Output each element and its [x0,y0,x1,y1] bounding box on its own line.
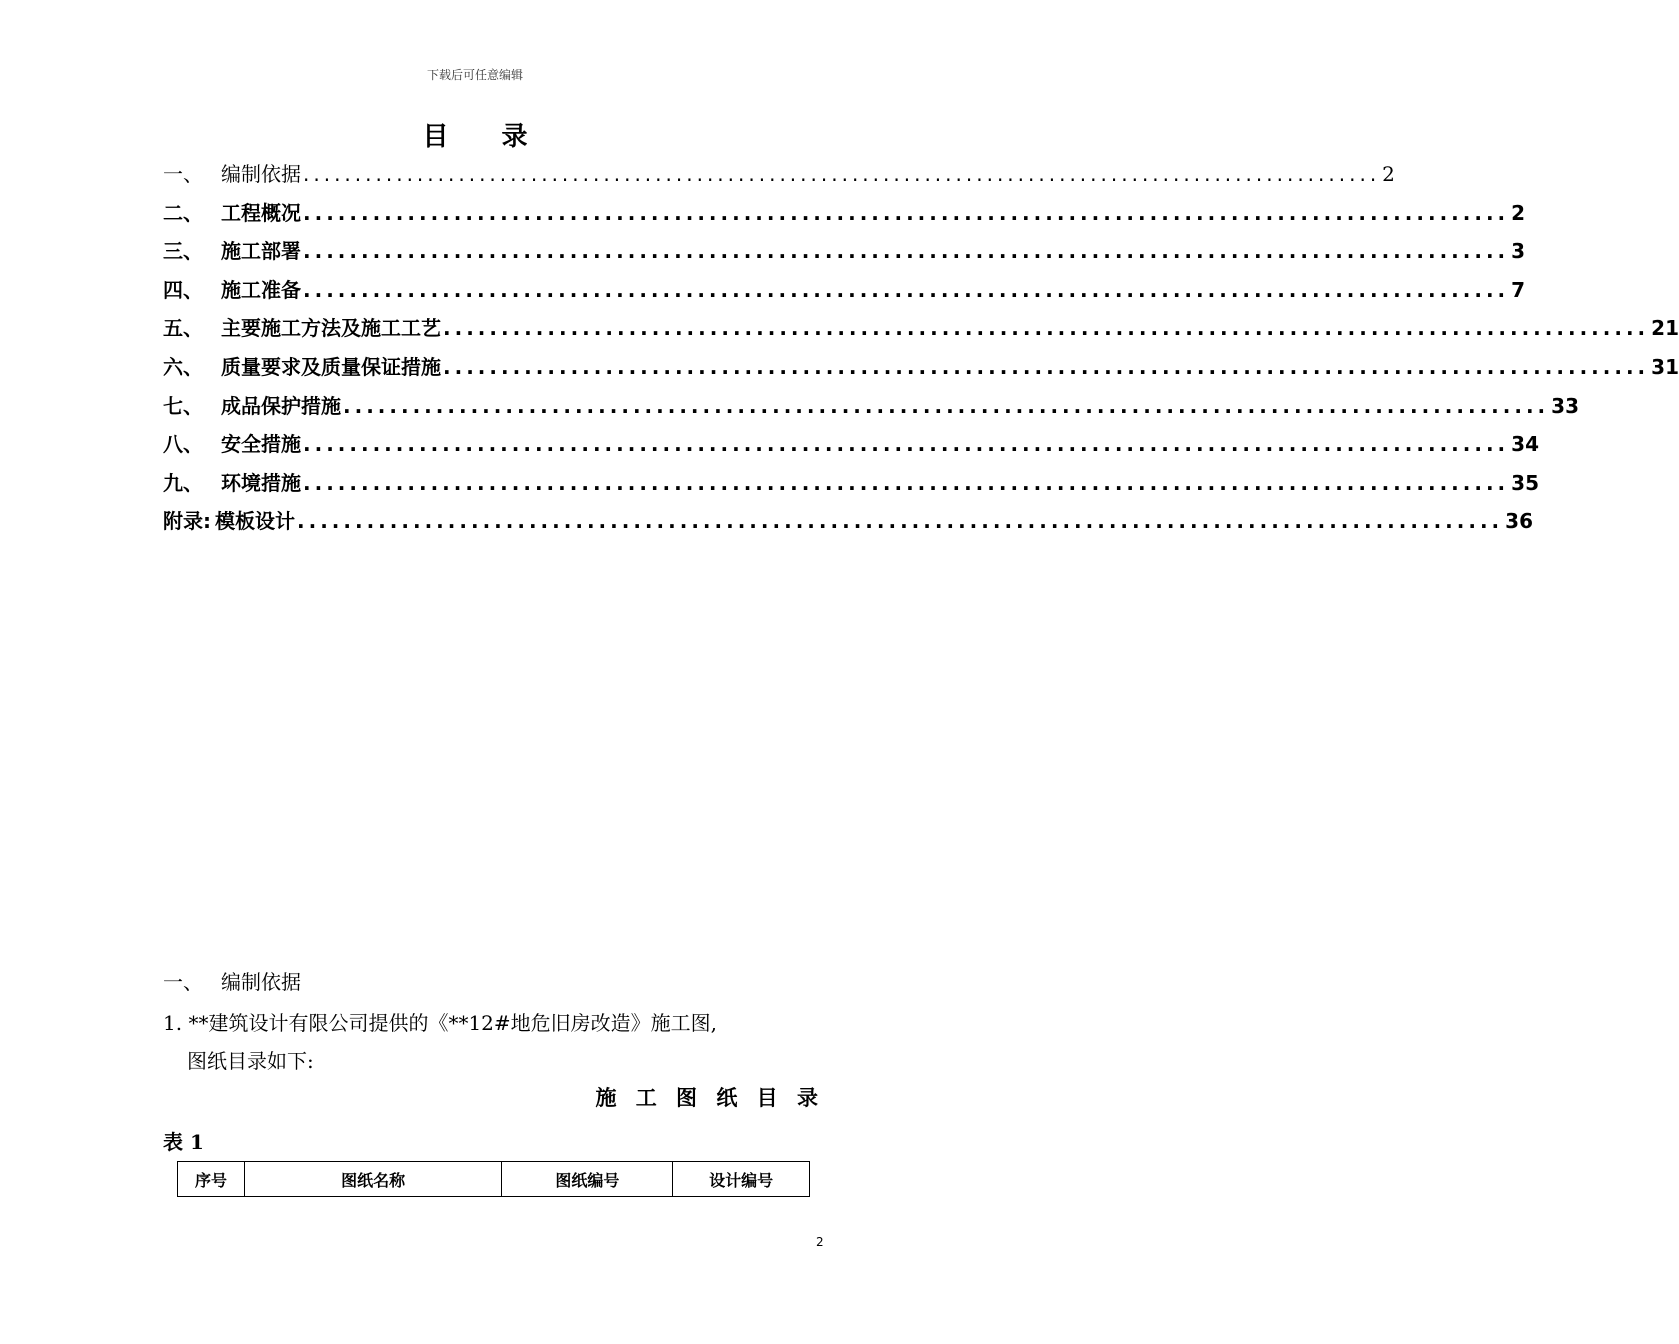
toc-entry-page: 2 [1511,200,1526,225]
table-of-contents [163,158,1679,544]
toc-entry[interactable] [163,428,1539,467]
toc-entry-number: 六、 [163,354,203,379]
toc-entry[interactable] [163,197,1526,236]
toc-leader-dots: ........................................................................................................ [303,277,1510,302]
toc-entry[interactable] [163,351,1679,390]
column-header-design-number: 设计编号 [673,1162,810,1197]
column-header-index: 序号 [178,1162,245,1197]
toc-entry-number: 二、 [163,200,203,225]
toc-entry-page: 3 [1511,239,1526,264]
toc-leader-dots: ........................................................................................................ [303,239,1510,264]
toc-entry-number: 一、 [163,162,203,186]
toc-entry[interactable] [163,312,1679,351]
section-paragraph [163,1004,833,1080]
toc-entry-label: 施工部署 [221,239,301,264]
paragraph-line: 图纸目录如下: [187,1049,314,1073]
section-title: 编制依据 [221,970,301,994]
toc-leader-dots: ........................................................................................................ [443,354,1650,379]
section-heading [163,966,301,995]
toc-entry-label: 模板设计 [215,509,295,534]
toc-entry-label: 编制依据 [221,162,301,186]
drawing-list-table [177,1161,810,1197]
toc-title: 目 录 [422,122,550,152]
column-header-drawing-number: 图纸编号 [502,1162,673,1197]
toc-entry-number: 四、 [163,277,203,302]
toc-entry[interactable] [163,505,1533,544]
toc-entry-page: 21 [1651,316,1679,341]
column-header-drawing-name: 图纸名称 [244,1162,502,1197]
toc-entry-page: 7 [1511,277,1526,302]
toc-entry-number: 九、 [163,470,203,495]
toc-entry-label: 主要施工方法及施工工艺 [221,316,441,341]
toc-entry[interactable] [163,158,1395,197]
table-header-row [178,1162,810,1197]
toc-entry[interactable] [163,467,1539,506]
toc-entry-label: 成品保护措施 [221,393,341,418]
toc-leader-dots: ........................................................................................................ [303,432,1510,457]
toc-leader-dots: ........................................................................................................ [343,393,1550,418]
toc-entry[interactable] [163,274,1526,313]
toc-entry-label: 施工准备 [221,277,301,302]
toc-entry-number: 五、 [163,316,203,341]
toc-leader-dots: ........................................................................................................ [443,316,1650,341]
toc-entry-page: 33 [1551,393,1579,418]
toc-entry-number: 附录: [163,509,211,534]
toc-entry-label: 工程概况 [221,200,301,225]
toc-entry-page: 34 [1511,432,1539,457]
toc-leader-dots: ........................................................................................................ [303,162,1381,186]
toc-entry-page: 31 [1651,354,1679,379]
toc-entry-page: 2 [1382,162,1395,186]
toc-entry-number: 八、 [163,432,203,457]
table-title: 施 工 图 纸 目 录 [595,1086,824,1110]
toc-entry-label: 环境措施 [221,470,301,495]
paragraph-line: 1. **建筑设计有限公司提供的《**12#地危旧房改造》施工图, [163,1011,718,1035]
toc-leader-dots: ........................................................................................................ [297,509,1504,534]
page-number: 2 [816,1235,824,1249]
toc-entry-page: 36 [1505,509,1533,534]
toc-leader-dots: ........................................................................................................ [303,200,1510,225]
toc-entry-number: 七、 [163,393,203,418]
table-label: 表 1 [163,1130,204,1154]
toc-entry[interactable] [163,235,1526,274]
toc-entry-page: 35 [1511,470,1539,495]
toc-entry-number: 三、 [163,239,203,264]
toc-leader-dots: ........................................................................................................ [303,470,1510,495]
toc-entry[interactable] [163,390,1579,429]
toc-entry-label: 安全措施 [221,432,301,457]
toc-entry-label: 质量要求及质量保证措施 [221,354,441,379]
page-header: 下载后可任意编辑 [426,68,523,82]
section-number: 一、 [163,970,203,994]
